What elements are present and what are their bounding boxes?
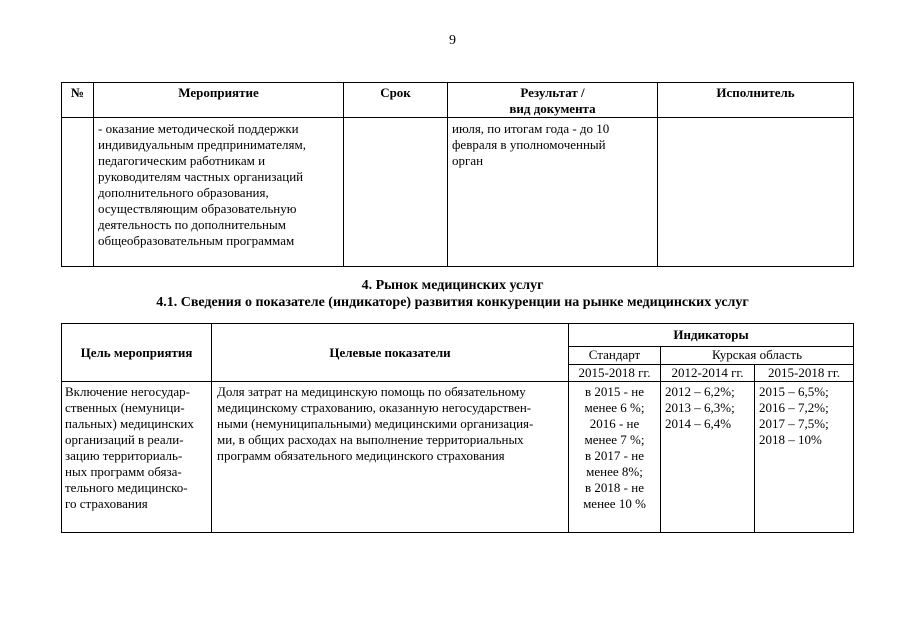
text-line: менее 6 %; xyxy=(584,400,645,415)
text-line: июля, по итогам года - до 10 xyxy=(452,121,610,136)
header-standard: Стандарт xyxy=(569,347,661,365)
region-b-text xyxy=(759,384,850,448)
text-line: осуществляющим образовательную xyxy=(98,201,297,216)
text-line: 2013 – 6,3%; xyxy=(665,400,735,415)
text-line: - оказание методической поддержки xyxy=(98,121,299,136)
targets-text xyxy=(217,384,564,464)
goal-text xyxy=(65,384,208,512)
text-line: менее 10 % xyxy=(583,496,646,511)
header-region: Курская область xyxy=(661,347,854,365)
text-line: дополнительного образования, xyxy=(98,185,269,200)
text-line: программ обязательного медицинского страхования xyxy=(217,448,505,463)
region-a-text xyxy=(665,384,751,432)
text-line: ными (немуниципальными) медицинскими организация- xyxy=(217,416,534,431)
table-header-row xyxy=(62,83,854,118)
cell-goal xyxy=(62,382,212,533)
page-number: 9 xyxy=(449,33,456,48)
header-indicators: Индикаторы xyxy=(569,324,854,347)
header-result-line2: вид документа xyxy=(509,101,596,116)
text-line: ственных (немуници- xyxy=(65,400,185,415)
text-line: 2012 – 6,2%; xyxy=(665,384,735,399)
text-line: организаций в реали- xyxy=(65,432,184,447)
text-line: Доля затрат на медицинскую помощь по обязательному xyxy=(217,384,526,399)
header-result xyxy=(448,83,658,118)
cell-region-b xyxy=(755,382,854,533)
result-text xyxy=(452,121,653,169)
table-row xyxy=(62,118,854,267)
text-line: в 2015 - не xyxy=(585,384,644,399)
text-line: пальных) медицинских xyxy=(65,416,194,431)
cell-term xyxy=(344,118,448,267)
header-term: Срок xyxy=(344,83,448,118)
text-line: 2015 – 6,5%; xyxy=(759,384,829,399)
text-line: общеобразовательным программам xyxy=(98,233,295,248)
header-goal: Цель мероприятия xyxy=(62,324,212,382)
text-line: февраля в уполномоченный xyxy=(452,137,606,152)
standard-text xyxy=(572,384,657,512)
text-line: 2018 – 10% xyxy=(759,432,822,447)
cell-targets xyxy=(212,382,569,533)
header-number: № xyxy=(62,83,94,118)
text-line: 2014 – 6,4% xyxy=(665,416,732,431)
text-line: руководителям частных организаций xyxy=(98,169,304,184)
activity-text xyxy=(98,121,339,249)
section-heading: 4. Рынок медицинских услуг xyxy=(361,278,544,293)
text-line: ных программ обяза- xyxy=(65,464,182,479)
cell-executor xyxy=(658,118,854,267)
indicators-table xyxy=(61,323,854,533)
table-row xyxy=(62,382,854,533)
period-region-b: 2015-2018 гг. xyxy=(755,365,854,382)
subsection-heading: 4.1. Сведения о показателе (индикаторе) развития конкуренции на рынке медицинских услуг xyxy=(156,295,749,310)
text-line: в 2017 - не xyxy=(585,448,644,463)
text-line: 2016 - не xyxy=(589,416,640,431)
cell-region-a xyxy=(661,382,755,533)
text-line: Включение негосудар- xyxy=(65,384,190,399)
text-line: менее 7 %; xyxy=(584,432,645,447)
period-region-a: 2012-2014 гг. xyxy=(661,365,755,382)
table-header-row xyxy=(62,324,854,347)
text-line: менее 8%; xyxy=(586,464,643,479)
cell-number xyxy=(62,118,94,267)
period-standard: 2015-2018 гг. xyxy=(569,365,661,382)
text-line: 2017 – 7,5%; xyxy=(759,416,829,431)
text-line: деятельность по дополнительным xyxy=(98,217,286,232)
text-line: медицинскому страхованию, оказанную негосударствен- xyxy=(217,400,532,415)
text-line: индивидуальным предпринимателям, xyxy=(98,137,306,152)
text-line: педагогическим работникам и xyxy=(98,153,266,168)
text-line: тельного медицинско- xyxy=(65,480,188,495)
text-line: ми, в общих расходах на выполнение территориальных xyxy=(217,432,524,447)
text-line: орган xyxy=(452,153,484,168)
text-line: зацию территориаль- xyxy=(65,448,183,463)
cell-standard xyxy=(569,382,661,533)
cell-activity xyxy=(94,118,344,267)
header-targets: Целевые показатели xyxy=(212,324,569,382)
cell-result xyxy=(448,118,658,267)
text-line: в 2018 - не xyxy=(585,480,644,495)
text-line: го страхования xyxy=(65,496,148,511)
header-activity: Мероприятие xyxy=(94,83,344,118)
header-result-line1: Результат / xyxy=(520,85,585,100)
activities-table xyxy=(61,82,854,267)
header-executor: Исполнитель xyxy=(658,83,854,118)
text-line: 2016 – 7,2%; xyxy=(759,400,829,415)
